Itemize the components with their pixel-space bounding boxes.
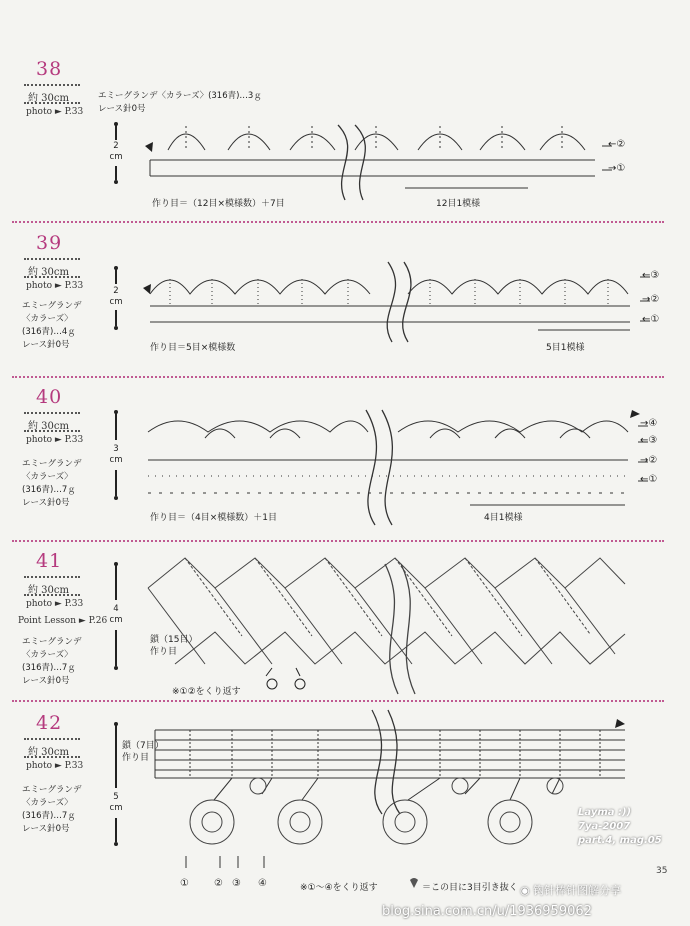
marker-4: ④ xyxy=(258,878,267,889)
material-line: エミーグランデ xyxy=(22,301,82,311)
repeat-note: ※①～④をくり返す xyxy=(300,883,378,893)
finished-size: 約 30cm xyxy=(28,747,69,758)
pattern-number: 39 xyxy=(36,232,63,254)
photo-ref: photo ► P.33 xyxy=(26,107,84,117)
cast-on-note: 作り目＝5目×模様数 xyxy=(150,343,236,353)
repeat-note: 4目1模様 xyxy=(484,513,523,523)
pattern-number: 41 xyxy=(36,550,63,572)
finished-size: 約 30cm xyxy=(28,267,69,278)
repeat-note: 12目1模様 xyxy=(436,199,481,209)
pattern-39 xyxy=(0,224,690,374)
section-divider xyxy=(12,221,664,223)
section-divider xyxy=(12,540,664,542)
height-label: 4 cm xyxy=(109,604,123,625)
material-line: レース針0号 xyxy=(22,824,70,834)
repeat-note: 5目1模様 xyxy=(546,343,585,353)
section-divider xyxy=(12,376,664,378)
material-line: レース針0号 xyxy=(98,104,146,114)
row-marker-3: ←③ xyxy=(642,270,660,281)
legend-note: ＝この目に3目引き抜く xyxy=(422,883,518,893)
height-label: 3 cm xyxy=(109,444,123,465)
height-label: 5 cm xyxy=(109,792,123,813)
watermark-line: Layma :)) xyxy=(578,807,632,818)
row-marker-2: →② xyxy=(640,455,658,466)
crochet-chart-41 xyxy=(0,544,690,699)
height-label: 2 cm xyxy=(109,286,123,307)
material-line: 〈カラーズ〉 xyxy=(22,650,73,660)
material-line: エミーグランデ xyxy=(22,785,82,795)
cast-on-note xyxy=(150,634,197,658)
cast-on-note: 作り目＝（4目×模様数）＋1目 xyxy=(150,513,277,523)
cast-on-line: 作り目 xyxy=(150,647,178,657)
pattern-number: 38 xyxy=(36,58,63,80)
page-number: 35 xyxy=(656,866,668,876)
pattern-number: 42 xyxy=(36,712,63,734)
material-line: レース針0号 xyxy=(22,676,70,686)
repeat-note: ※①②をくり返す xyxy=(172,687,241,697)
watermark-line: 7ya-2007 xyxy=(578,821,631,832)
crochet-chart-39 xyxy=(0,224,690,374)
wechat-icon: ◉ xyxy=(520,884,534,897)
photo-ref: photo ► P.33 xyxy=(26,281,84,291)
finished-size: 約 30cm xyxy=(28,421,69,432)
material-line: レース針0号 xyxy=(22,340,70,350)
photo-ref: photo ► P.33 xyxy=(26,599,84,609)
row-marker-1: ←① xyxy=(640,474,658,485)
row-marker-2: →② xyxy=(642,294,660,305)
material-line: レース針0号 xyxy=(22,498,70,508)
cast-on-line: 鎖（7目） xyxy=(122,741,164,751)
cast-on-line: 作り目 xyxy=(122,753,150,763)
row-marker-4: →④ xyxy=(640,418,658,429)
row-marker-3: ←③ xyxy=(640,435,658,446)
crochet-chart-38 xyxy=(0,0,690,220)
material-line: (316青)…7ｇ xyxy=(22,485,76,495)
photo-ref: photo ► P.33 xyxy=(26,435,84,445)
marker-2: ② xyxy=(214,878,223,889)
material-line: 〈カラーズ〉 xyxy=(22,798,73,808)
pattern-40 xyxy=(0,380,690,540)
marker-1: ① xyxy=(180,878,189,889)
credit-text: 钩针棒针图解分享 xyxy=(533,884,622,897)
crochet-chart-40 xyxy=(0,380,690,540)
watermark-line: part.4, mag.05 xyxy=(578,835,662,846)
material-line: (316青)…7ｇ xyxy=(22,811,76,821)
credit xyxy=(520,882,621,898)
finished-size: 約 30cm xyxy=(28,93,69,104)
row-marker-1: ←① xyxy=(642,314,660,325)
watermark xyxy=(578,806,662,848)
material-line: (316青)…7ｇ xyxy=(22,663,76,673)
material-line: エミーグランデ xyxy=(22,459,82,469)
photo-ref: photo ► P.33 xyxy=(26,761,84,771)
material-line: エミーグランデ〈カラーズ〉(316青)…3ｇ xyxy=(98,91,262,101)
cast-on-note xyxy=(122,740,164,764)
cast-on-line: 鎖（15目） xyxy=(150,635,198,645)
row-marker-1: →① xyxy=(608,163,626,174)
marker-3: ③ xyxy=(232,878,241,889)
point-lesson-ref: Point Lesson ► P.26 xyxy=(18,616,108,626)
pattern-41 xyxy=(0,544,690,699)
material-line: 〈カラーズ〉 xyxy=(22,314,73,324)
material-line: 〈カラーズ〉 xyxy=(22,472,73,482)
finished-size: 約 30cm xyxy=(28,585,69,596)
section-divider xyxy=(12,700,664,702)
pattern-number: 40 xyxy=(36,386,63,408)
blog-url[interactable]: blog.sina.com.cn/u/1936959062 xyxy=(382,904,592,919)
pattern-38 xyxy=(0,0,690,220)
material-line: (316青)…4ｇ xyxy=(22,327,76,337)
cast-on-note: 作り目＝（12目×模様数）＋7目 xyxy=(152,199,285,209)
row-marker-2: ←② xyxy=(608,139,626,150)
height-label: 2 cm xyxy=(109,141,123,162)
material-line: エミーグランデ xyxy=(22,637,82,647)
